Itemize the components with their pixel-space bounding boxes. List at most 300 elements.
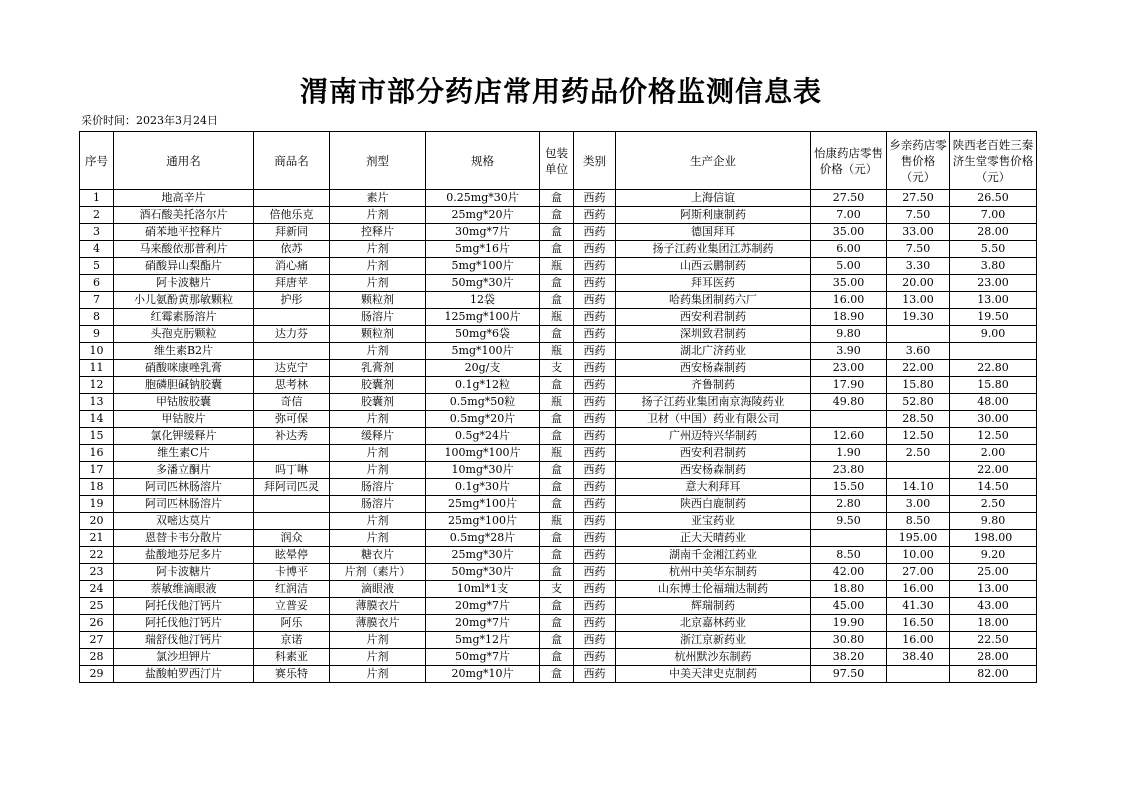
row-number-cell: 16 bbox=[80, 445, 114, 462]
manufacturer-cell: 湖北广济药业 bbox=[616, 343, 811, 360]
dosage-form-cell: 薄膜衣片 bbox=[330, 615, 426, 632]
dosage-form-cell: 薄膜衣片 bbox=[330, 598, 426, 615]
row-number-cell: 8 bbox=[80, 309, 114, 326]
category-cell: 西药 bbox=[574, 190, 616, 207]
table-row bbox=[80, 445, 1037, 462]
row-number-cell: 17 bbox=[80, 462, 114, 479]
row-number-cell: 7 bbox=[80, 292, 114, 309]
brand-name-cell bbox=[254, 496, 330, 513]
manufacturer-cell: 杭州默沙东制药 bbox=[616, 649, 811, 666]
dosage-form-cell: 片剂 bbox=[330, 666, 426, 683]
dosage-form-cell: 控释片 bbox=[330, 224, 426, 241]
price-xiangqin-cell bbox=[887, 326, 950, 343]
header-cell: 类别 bbox=[574, 132, 616, 190]
category-cell: 西药 bbox=[574, 411, 616, 428]
package-unit-cell: 盒 bbox=[540, 292, 574, 309]
dosage-form-cell: 素片 bbox=[330, 190, 426, 207]
manufacturer-cell: 齐鲁制药 bbox=[616, 377, 811, 394]
price-xiangqin-cell: 8.50 bbox=[887, 513, 950, 530]
table-row bbox=[80, 564, 1037, 581]
dosage-form-cell: 片剂 bbox=[330, 275, 426, 292]
generic-name-cell: 氯沙坦钾片 bbox=[114, 649, 254, 666]
page-title: 渭南市部分药店常用药品价格监测信息表 bbox=[299, 75, 822, 108]
price-yikang-cell: 2.80 bbox=[811, 496, 887, 513]
row-number-cell: 25 bbox=[80, 598, 114, 615]
price-xiangqin-cell: 19.30 bbox=[887, 309, 950, 326]
price-laobaixing-cell: 9.00 bbox=[950, 326, 1037, 343]
package-unit-cell: 瓶 bbox=[540, 445, 574, 462]
price-laobaixing-cell: 28.00 bbox=[950, 649, 1037, 666]
package-unit-cell: 瓶 bbox=[540, 309, 574, 326]
price-xiangqin-cell: 41.30 bbox=[887, 598, 950, 615]
table-row bbox=[80, 479, 1037, 496]
category-cell: 西药 bbox=[574, 496, 616, 513]
dosage-form-cell: 滴眼液 bbox=[330, 581, 426, 598]
generic-name-cell: 酒石酸美托洛尔片 bbox=[114, 207, 254, 224]
brand-name-cell: 卡博平 bbox=[254, 564, 330, 581]
row-number-cell: 15 bbox=[80, 428, 114, 445]
row-number-cell: 13 bbox=[80, 394, 114, 411]
row-number-cell: 12 bbox=[80, 377, 114, 394]
row-number-cell: 5 bbox=[80, 258, 114, 275]
row-number-cell: 14 bbox=[80, 411, 114, 428]
price-yikang-cell: 1.90 bbox=[811, 445, 887, 462]
price-yikang-cell: 15.50 bbox=[811, 479, 887, 496]
price-yikang-cell: 19.90 bbox=[811, 615, 887, 632]
price-yikang-cell: 17.90 bbox=[811, 377, 887, 394]
price-table bbox=[79, 131, 1037, 683]
price-laobaixing-cell: 9.80 bbox=[950, 513, 1037, 530]
table-row bbox=[80, 394, 1037, 411]
price-xiangqin-cell: 14.10 bbox=[887, 479, 950, 496]
price-yikang-cell: 9.80 bbox=[811, 326, 887, 343]
price-yikang-cell: 35.00 bbox=[811, 224, 887, 241]
manufacturer-cell: 陕西白鹿制药 bbox=[616, 496, 811, 513]
dosage-form-cell: 胶囊剂 bbox=[330, 394, 426, 411]
manufacturer-cell: 北京嘉林药业 bbox=[616, 615, 811, 632]
category-cell: 西药 bbox=[574, 632, 616, 649]
header-cell: 序号 bbox=[80, 132, 114, 190]
header-cell: 包装 单位 bbox=[540, 132, 574, 190]
dosage-form-cell: 胶囊剂 bbox=[330, 377, 426, 394]
header-cell: 陕西老百姓三秦济生堂零售价格（元） bbox=[950, 132, 1037, 190]
specification-cell: 12袋 bbox=[426, 292, 540, 309]
generic-name-cell: 硝酸咪康唑乳膏 bbox=[114, 360, 254, 377]
price-xiangqin-cell: 28.50 bbox=[887, 411, 950, 428]
specification-cell: 0.5g*24片 bbox=[426, 428, 540, 445]
generic-name-cell: 维生素B2片 bbox=[114, 343, 254, 360]
specification-cell: 30mg*7片 bbox=[426, 224, 540, 241]
specification-cell: 50mg*30片 bbox=[426, 275, 540, 292]
manufacturer-cell: 亚宝药业 bbox=[616, 513, 811, 530]
dosage-form-cell: 颗粒剂 bbox=[330, 292, 426, 309]
price-laobaixing-cell: 14.50 bbox=[950, 479, 1037, 496]
table-row bbox=[80, 241, 1037, 258]
manufacturer-cell: 浙江京新药业 bbox=[616, 632, 811, 649]
price-yikang-cell: 49.80 bbox=[811, 394, 887, 411]
manufacturer-cell: 西安杨森制药 bbox=[616, 360, 811, 377]
manufacturer-cell: 拜耳医药 bbox=[616, 275, 811, 292]
manufacturer-cell: 中美天津史克制药 bbox=[616, 666, 811, 683]
price-laobaixing-cell: 25.00 bbox=[950, 564, 1037, 581]
package-unit-cell: 盒 bbox=[540, 190, 574, 207]
package-unit-cell: 盒 bbox=[540, 479, 574, 496]
specification-cell: 20mg*7片 bbox=[426, 598, 540, 615]
price-xiangqin-cell: 33.00 bbox=[887, 224, 950, 241]
package-unit-cell: 瓶 bbox=[540, 394, 574, 411]
generic-name-cell: 双嘧达莫片 bbox=[114, 513, 254, 530]
price-laobaixing-cell: 26.50 bbox=[950, 190, 1037, 207]
manufacturer-cell: 上海信谊 bbox=[616, 190, 811, 207]
package-unit-cell: 盒 bbox=[540, 241, 574, 258]
table-header-row bbox=[80, 132, 1037, 190]
package-unit-cell: 盒 bbox=[540, 496, 574, 513]
dosage-form-cell: 片剂 bbox=[330, 343, 426, 360]
price-yikang-cell: 23.80 bbox=[811, 462, 887, 479]
category-cell: 西药 bbox=[574, 360, 616, 377]
price-xiangqin-cell: 16.00 bbox=[887, 581, 950, 598]
brand-name-cell: 消心痛 bbox=[254, 258, 330, 275]
price-xiangqin-cell: 22.00 bbox=[887, 360, 950, 377]
brand-name-cell: 达克宁 bbox=[254, 360, 330, 377]
manufacturer-cell: 西安利君制药 bbox=[616, 445, 811, 462]
package-unit-cell: 盒 bbox=[540, 411, 574, 428]
table-row bbox=[80, 462, 1037, 479]
brand-name-cell: 眩晕停 bbox=[254, 547, 330, 564]
category-cell: 西药 bbox=[574, 343, 616, 360]
brand-name-cell: 补达秀 bbox=[254, 428, 330, 445]
generic-name-cell: 甲钴胺胶囊 bbox=[114, 394, 254, 411]
brand-name-cell: 依苏 bbox=[254, 241, 330, 258]
brand-name-cell: 红润洁 bbox=[254, 581, 330, 598]
table-row bbox=[80, 632, 1037, 649]
category-cell: 西药 bbox=[574, 564, 616, 581]
package-unit-cell: 瓶 bbox=[540, 513, 574, 530]
price-yikang-cell: 97.50 bbox=[811, 666, 887, 683]
table-row bbox=[80, 190, 1037, 207]
table-row bbox=[80, 649, 1037, 666]
price-yikang-cell: 6.00 bbox=[811, 241, 887, 258]
generic-name-cell: 多潘立酮片 bbox=[114, 462, 254, 479]
specification-cell: 25mg*20片 bbox=[426, 207, 540, 224]
category-cell: 西药 bbox=[574, 224, 616, 241]
table-row bbox=[80, 547, 1037, 564]
table-row bbox=[80, 377, 1037, 394]
specification-cell: 50mg*7片 bbox=[426, 649, 540, 666]
price-laobaixing-cell: 22.00 bbox=[950, 462, 1037, 479]
price-xiangqin-cell: 38.40 bbox=[887, 649, 950, 666]
category-cell: 西药 bbox=[574, 258, 616, 275]
package-unit-cell: 盒 bbox=[540, 377, 574, 394]
category-cell: 西药 bbox=[574, 598, 616, 615]
specification-cell: 0.5mg*50粒 bbox=[426, 394, 540, 411]
table-row bbox=[80, 530, 1037, 547]
category-cell: 西药 bbox=[574, 377, 616, 394]
price-laobaixing-cell: 2.00 bbox=[950, 445, 1037, 462]
specification-cell: 5mg*100片 bbox=[426, 343, 540, 360]
category-cell: 西药 bbox=[574, 462, 616, 479]
header-cell: 生产企业 bbox=[616, 132, 811, 190]
table-row bbox=[80, 581, 1037, 598]
category-cell: 西药 bbox=[574, 207, 616, 224]
price-yikang-cell: 16.00 bbox=[811, 292, 887, 309]
brand-name-cell: 赛乐特 bbox=[254, 666, 330, 683]
price-laobaixing-cell: 30.00 bbox=[950, 411, 1037, 428]
brand-name-cell: 润众 bbox=[254, 530, 330, 547]
header-cell: 怡康药店零售价格（元） bbox=[811, 132, 887, 190]
specification-cell: 5mg*16片 bbox=[426, 241, 540, 258]
price-laobaixing-cell: 43.00 bbox=[950, 598, 1037, 615]
manufacturer-cell: 杭州中美华东制药 bbox=[616, 564, 811, 581]
specification-cell: 20g/支 bbox=[426, 360, 540, 377]
manufacturer-cell: 深圳致君制药 bbox=[616, 326, 811, 343]
row-number-cell: 29 bbox=[80, 666, 114, 683]
generic-name-cell: 盐酸地芬尼多片 bbox=[114, 547, 254, 564]
table-row bbox=[80, 343, 1037, 360]
generic-name-cell: 阿司匹林肠溶片 bbox=[114, 479, 254, 496]
price-xiangqin-cell: 7.50 bbox=[887, 207, 950, 224]
table-row bbox=[80, 360, 1037, 377]
category-cell: 西药 bbox=[574, 292, 616, 309]
price-laobaixing-cell: 28.00 bbox=[950, 224, 1037, 241]
price-xiangqin-cell: 7.50 bbox=[887, 241, 950, 258]
header-cell: 商品名 bbox=[254, 132, 330, 190]
specification-cell: 0.1g*12粒 bbox=[426, 377, 540, 394]
brand-name-cell: 拜唐苹 bbox=[254, 275, 330, 292]
category-cell: 西药 bbox=[574, 581, 616, 598]
price-laobaixing-cell: 22.50 bbox=[950, 632, 1037, 649]
price-laobaixing-cell bbox=[950, 343, 1037, 360]
row-number-cell: 24 bbox=[80, 581, 114, 598]
brand-name-cell: 京诺 bbox=[254, 632, 330, 649]
price-xiangqin-cell: 52.80 bbox=[887, 394, 950, 411]
brand-name-cell bbox=[254, 343, 330, 360]
table-row bbox=[80, 258, 1037, 275]
dosage-form-cell: 肠溶片 bbox=[330, 496, 426, 513]
category-cell: 西药 bbox=[574, 649, 616, 666]
category-cell: 西药 bbox=[574, 326, 616, 343]
package-unit-cell: 瓶 bbox=[540, 343, 574, 360]
package-unit-cell: 盒 bbox=[540, 224, 574, 241]
header-cell: 通用名 bbox=[114, 132, 254, 190]
manufacturer-cell: 德国拜耳 bbox=[616, 224, 811, 241]
dosage-form-cell: 片剂 bbox=[330, 462, 426, 479]
specification-cell: 25mg*100片 bbox=[426, 513, 540, 530]
package-unit-cell: 盒 bbox=[540, 462, 574, 479]
category-cell: 西药 bbox=[574, 445, 616, 462]
specification-cell: 0.25mg*30片 bbox=[426, 190, 540, 207]
package-unit-cell: 盒 bbox=[540, 632, 574, 649]
category-cell: 西药 bbox=[574, 479, 616, 496]
manufacturer-cell: 西安杨森制药 bbox=[616, 462, 811, 479]
table-row bbox=[80, 428, 1037, 445]
price-xiangqin-cell: 3.00 bbox=[887, 496, 950, 513]
category-cell: 西药 bbox=[574, 513, 616, 530]
generic-name-cell: 甲钴胺片 bbox=[114, 411, 254, 428]
manufacturer-cell: 正大天晴药业 bbox=[616, 530, 811, 547]
category-cell: 西药 bbox=[574, 547, 616, 564]
table-row bbox=[80, 615, 1037, 632]
package-unit-cell: 盒 bbox=[540, 564, 574, 581]
table-row bbox=[80, 224, 1037, 241]
category-cell: 西药 bbox=[574, 394, 616, 411]
specification-cell: 10ml*1支 bbox=[426, 581, 540, 598]
specification-cell: 0.5mg*28片 bbox=[426, 530, 540, 547]
dosage-form-cell: 片剂 bbox=[330, 207, 426, 224]
table-row bbox=[80, 275, 1037, 292]
price-yikang-cell: 30.80 bbox=[811, 632, 887, 649]
row-number-cell: 11 bbox=[80, 360, 114, 377]
row-number-cell: 1 bbox=[80, 190, 114, 207]
generic-name-cell: 阿卡波糖片 bbox=[114, 564, 254, 581]
brand-name-cell bbox=[254, 190, 330, 207]
dosage-form-cell: 片剂 bbox=[330, 411, 426, 428]
price-xiangqin-cell: 16.50 bbox=[887, 615, 950, 632]
brand-name-cell bbox=[254, 309, 330, 326]
package-unit-cell: 支 bbox=[540, 360, 574, 377]
manufacturer-cell: 山西云鹏制药 bbox=[616, 258, 811, 275]
row-number-cell: 2 bbox=[80, 207, 114, 224]
dosage-form-cell: 片剂 bbox=[330, 632, 426, 649]
specification-cell: 50mg*30片 bbox=[426, 564, 540, 581]
generic-name-cell: 地高辛片 bbox=[114, 190, 254, 207]
category-cell: 西药 bbox=[574, 241, 616, 258]
table-row bbox=[80, 207, 1037, 224]
price-xiangqin-cell bbox=[887, 462, 950, 479]
specification-cell: 20mg*10片 bbox=[426, 666, 540, 683]
dosage-form-cell: 缓释片 bbox=[330, 428, 426, 445]
table-row bbox=[80, 666, 1037, 683]
package-unit-cell: 盒 bbox=[540, 615, 574, 632]
row-number-cell: 4 bbox=[80, 241, 114, 258]
row-number-cell: 19 bbox=[80, 496, 114, 513]
header-cell: 剂型 bbox=[330, 132, 426, 190]
brand-name-cell: 立普妥 bbox=[254, 598, 330, 615]
price-yikang-cell: 45.00 bbox=[811, 598, 887, 615]
price-yikang-cell bbox=[811, 530, 887, 547]
brand-name-cell: 思考林 bbox=[254, 377, 330, 394]
manufacturer-cell: 广州迈特兴华制药 bbox=[616, 428, 811, 445]
price-xiangqin-cell: 3.60 bbox=[887, 343, 950, 360]
category-cell: 西药 bbox=[574, 275, 616, 292]
price-xiangqin-cell: 10.00 bbox=[887, 547, 950, 564]
specification-cell: 20mg*7片 bbox=[426, 615, 540, 632]
generic-name-cell: 阿卡波糖片 bbox=[114, 275, 254, 292]
row-number-cell: 22 bbox=[80, 547, 114, 564]
specification-cell: 100mg*100片 bbox=[426, 445, 540, 462]
price-yikang-cell bbox=[811, 411, 887, 428]
dosage-form-cell: 肠溶片 bbox=[330, 309, 426, 326]
table-row bbox=[80, 513, 1037, 530]
row-number-cell: 21 bbox=[80, 530, 114, 547]
row-number-cell: 6 bbox=[80, 275, 114, 292]
brand-name-cell: 科素亚 bbox=[254, 649, 330, 666]
specification-cell: 25mg*30片 bbox=[426, 547, 540, 564]
package-unit-cell: 盒 bbox=[540, 326, 574, 343]
package-unit-cell: 盒 bbox=[540, 547, 574, 564]
price-yikang-cell: 42.00 bbox=[811, 564, 887, 581]
manufacturer-cell: 扬子江药业集团江苏制药 bbox=[616, 241, 811, 258]
brand-name-cell: 奇信 bbox=[254, 394, 330, 411]
manufacturer-cell: 阿斯利康制药 bbox=[616, 207, 811, 224]
table-row bbox=[80, 411, 1037, 428]
price-yikang-cell: 35.00 bbox=[811, 275, 887, 292]
package-unit-cell: 盒 bbox=[540, 598, 574, 615]
manufacturer-cell: 辉瑞制药 bbox=[616, 598, 811, 615]
package-unit-cell: 盒 bbox=[540, 275, 574, 292]
brand-name-cell: 倍他乐克 bbox=[254, 207, 330, 224]
survey-date: 采价时间：2023年3月24日 bbox=[81, 114, 218, 127]
price-laobaixing-cell: 3.80 bbox=[950, 258, 1037, 275]
price-laobaixing-cell: 7.00 bbox=[950, 207, 1037, 224]
price-yikang-cell: 18.90 bbox=[811, 309, 887, 326]
price-laobaixing-cell: 198.00 bbox=[950, 530, 1037, 547]
price-laobaixing-cell: 19.50 bbox=[950, 309, 1037, 326]
dosage-form-cell: 片剂 bbox=[330, 530, 426, 547]
header-cell: 规格 bbox=[426, 132, 540, 190]
specification-cell: 50mg*6袋 bbox=[426, 326, 540, 343]
dosage-form-cell: 颗粒剂 bbox=[330, 326, 426, 343]
specification-cell: 0.1g*30片 bbox=[426, 479, 540, 496]
price-laobaixing-cell: 22.80 bbox=[950, 360, 1037, 377]
category-cell: 西药 bbox=[574, 666, 616, 683]
brand-name-cell bbox=[254, 445, 330, 462]
price-yikang-cell: 3.90 bbox=[811, 343, 887, 360]
manufacturer-cell: 卫材（中国）药业有限公司 bbox=[616, 411, 811, 428]
specification-cell: 5mg*12片 bbox=[426, 632, 540, 649]
generic-name-cell: 阿司匹林肠溶片 bbox=[114, 496, 254, 513]
price-yikang-cell: 12.60 bbox=[811, 428, 887, 445]
generic-name-cell: 氯化钾缓释片 bbox=[114, 428, 254, 445]
generic-name-cell: 头孢克肟颗粒 bbox=[114, 326, 254, 343]
manufacturer-cell: 意大利拜耳 bbox=[616, 479, 811, 496]
dosage-form-cell: 肠溶片 bbox=[330, 479, 426, 496]
price-laobaixing-cell: 9.20 bbox=[950, 547, 1037, 564]
price-xiangqin-cell: 27.00 bbox=[887, 564, 950, 581]
category-cell: 西药 bbox=[574, 615, 616, 632]
dosage-form-cell: 片剂 bbox=[330, 513, 426, 530]
brand-name-cell bbox=[254, 513, 330, 530]
package-unit-cell: 支 bbox=[540, 581, 574, 598]
table-row bbox=[80, 292, 1037, 309]
row-number-cell: 10 bbox=[80, 343, 114, 360]
price-laobaixing-cell: 48.00 bbox=[950, 394, 1037, 411]
generic-name-cell: 小儿氨酚黄那敏颗粒 bbox=[114, 292, 254, 309]
dosage-form-cell: 片剂 bbox=[330, 649, 426, 666]
price-yikang-cell: 9.50 bbox=[811, 513, 887, 530]
generic-name-cell: 马来酸依那普利片 bbox=[114, 241, 254, 258]
row-number-cell: 28 bbox=[80, 649, 114, 666]
row-number-cell: 20 bbox=[80, 513, 114, 530]
brand-name-cell: 拜新同 bbox=[254, 224, 330, 241]
package-unit-cell: 盒 bbox=[540, 207, 574, 224]
generic-name-cell: 阿托伐他汀钙片 bbox=[114, 598, 254, 615]
dosage-form-cell: 片剂 bbox=[330, 258, 426, 275]
price-xiangqin-cell: 15.80 bbox=[887, 377, 950, 394]
dosage-form-cell: 片剂（素片） bbox=[330, 564, 426, 581]
manufacturer-cell: 扬子江药业集团南京海陵药业 bbox=[616, 394, 811, 411]
price-xiangqin-cell: 2.50 bbox=[887, 445, 950, 462]
row-number-cell: 23 bbox=[80, 564, 114, 581]
generic-name-cell: 恩替卡韦分散片 bbox=[114, 530, 254, 547]
category-cell: 西药 bbox=[574, 309, 616, 326]
price-yikang-cell: 27.50 bbox=[811, 190, 887, 207]
specification-cell: 5mg*100片 bbox=[426, 258, 540, 275]
row-number-cell: 3 bbox=[80, 224, 114, 241]
brand-name-cell: 拜阿司匹灵 bbox=[254, 479, 330, 496]
specification-cell: 125mg*100片 bbox=[426, 309, 540, 326]
package-unit-cell: 盒 bbox=[540, 428, 574, 445]
